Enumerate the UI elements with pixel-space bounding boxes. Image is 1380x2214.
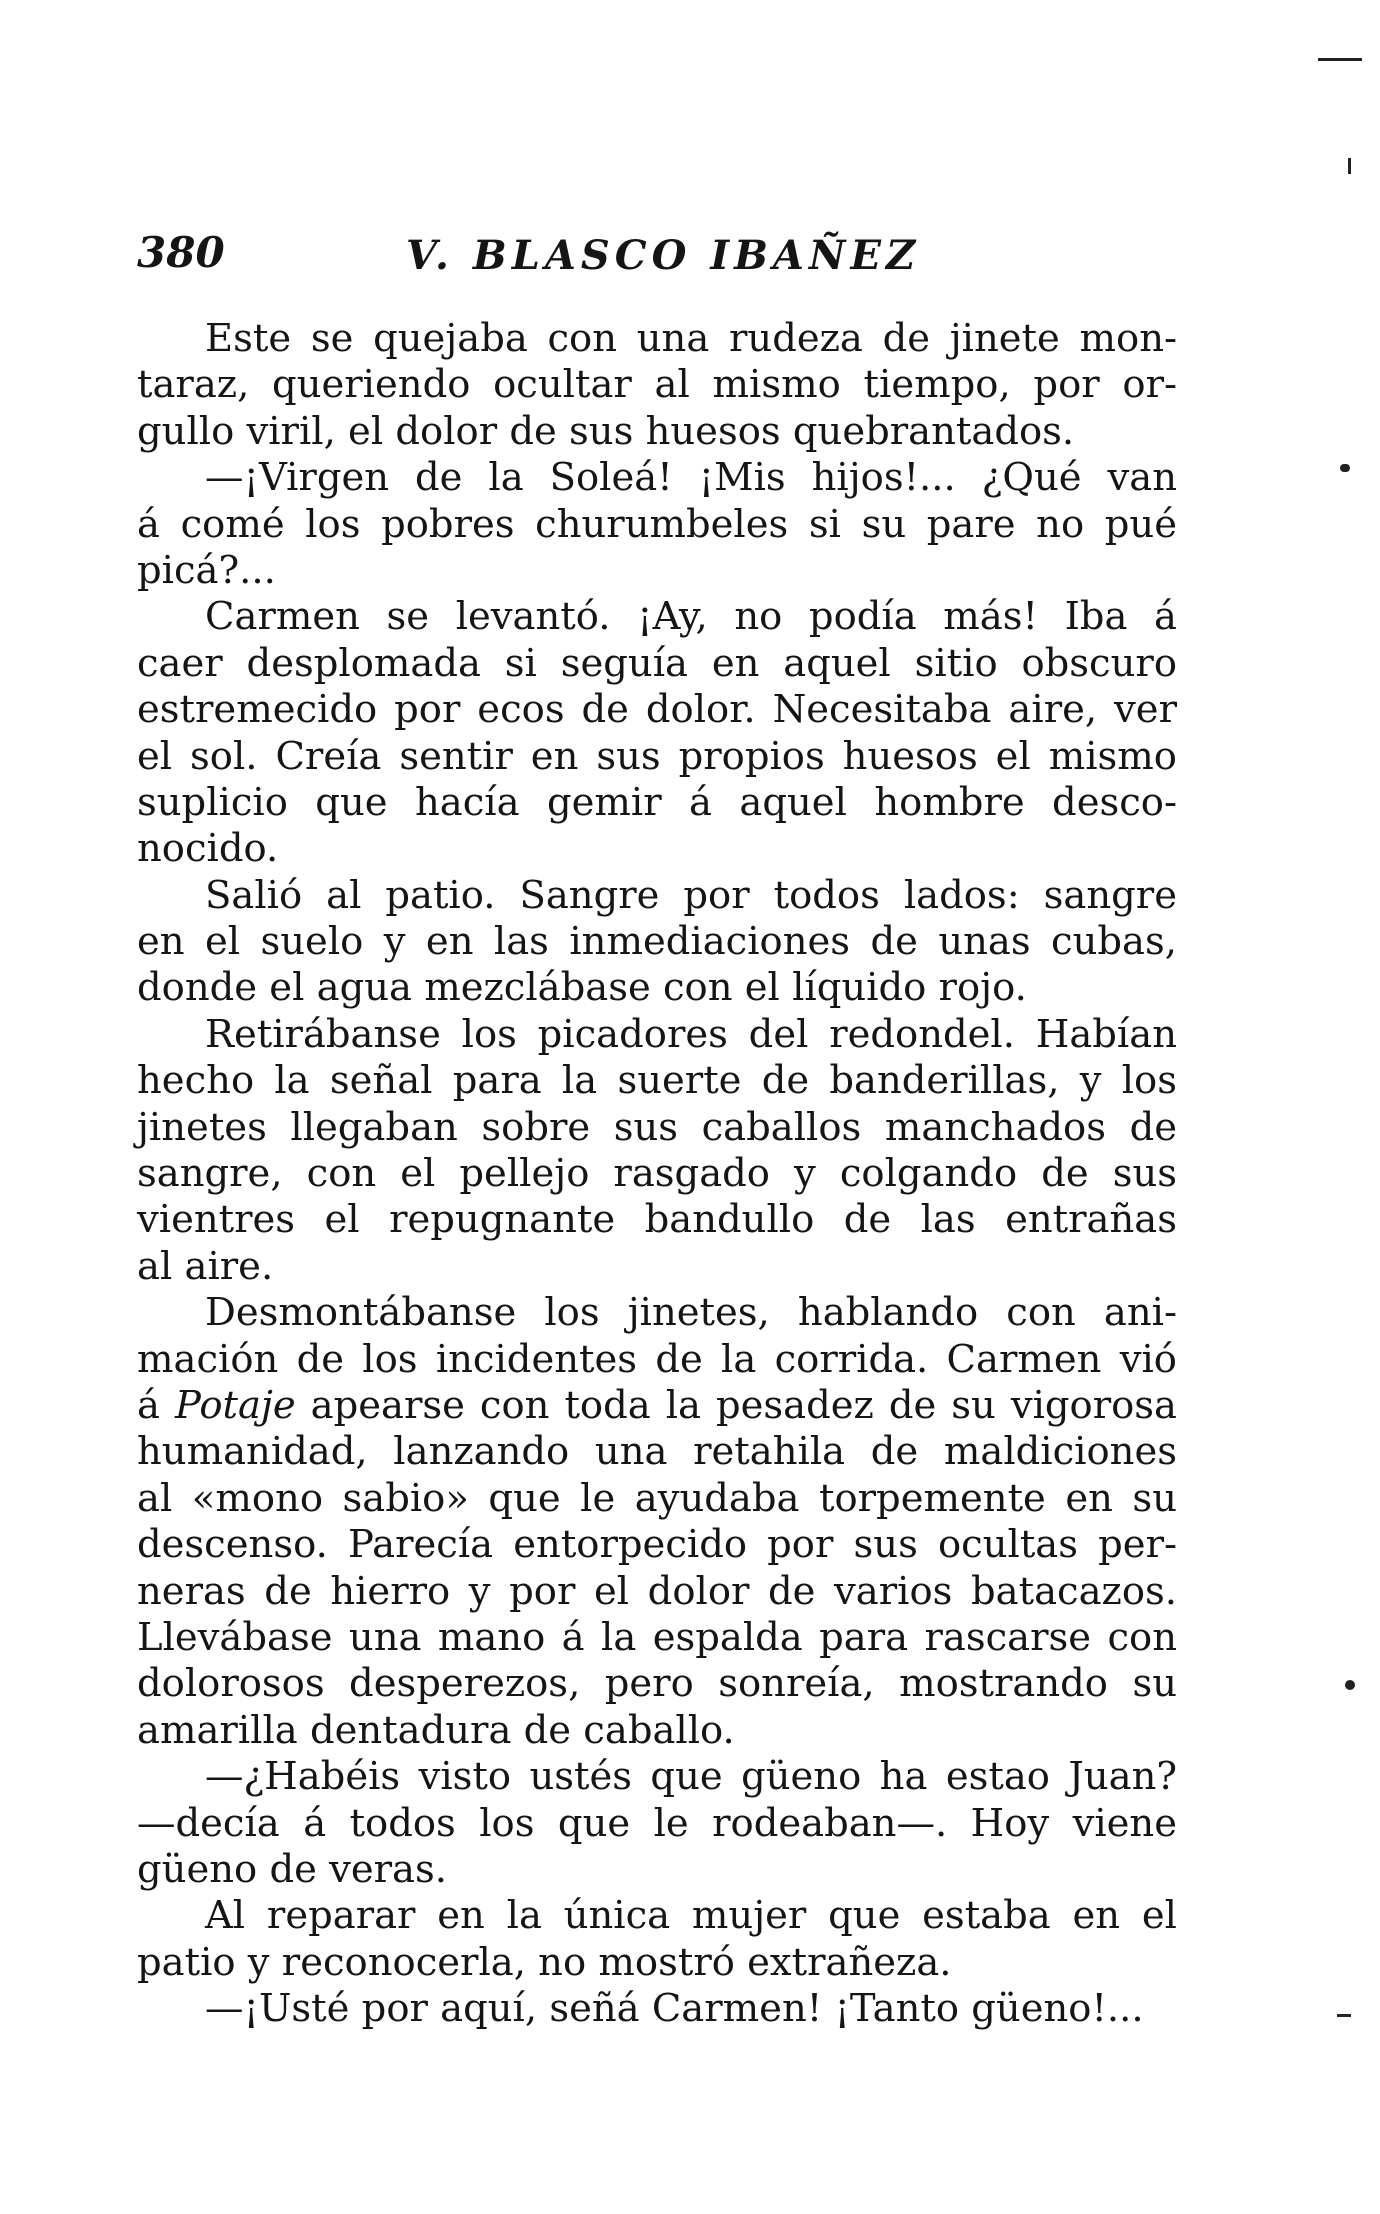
- text-line: nocido.: [137, 826, 279, 872]
- text-line: Retirábanse los picadores del redondel. Habían: [205, 1011, 1177, 1057]
- text-fragment: apearse con toda la pesadez de su vigorosa: [295, 1382, 1177, 1428]
- text-line: Salió al patio. Sangre por todos lados: sangre: [205, 872, 1177, 918]
- text-line: en el suelo y en las inmediaciones de unas cubas,: [137, 919, 1177, 965]
- text-line: picá?...: [137, 547, 276, 593]
- text-line: hecho la señal para la suerte de banderillas, y los: [137, 1058, 1177, 1104]
- text-line: taraz, queriendo ocultar al mismo tiempo, por or-: [137, 362, 1177, 408]
- text-line: Llevábase una mano á la espalda para rascarse con: [137, 1614, 1177, 1660]
- text-line-with-italic: [137, 1383, 1177, 1429]
- text-line: á comé los pobres churumbeles si su pare no pué: [137, 501, 1177, 547]
- text-line: Desmontábanse los jinetes, hablando con ani-: [205, 1290, 1177, 1336]
- text-line: descenso. Parecía entorpecido por sus ocultas per-: [137, 1522, 1177, 1568]
- body-text: [137, 316, 1177, 2032]
- text-line: sangre, con el pellejo rasgado y colgando de sus: [137, 1151, 1177, 1197]
- text-line: —¡Usté por aquí, señá Carmen! ¡Tanto güeno!...: [205, 1986, 1144, 2032]
- scan-mark-right: [1348, 158, 1351, 174]
- text-line: gullo viril, el dolor de sus huesos quebrantados.: [137, 408, 1075, 454]
- text-line: caer desplomada si seguía en aquel sitio obscuro: [137, 640, 1177, 686]
- text-line: vientres el repugnante bandullo de las entrañas: [137, 1197, 1177, 1243]
- text-line: estremecido por ecos de dolor. Necesitaba aire, ver: [137, 687, 1177, 733]
- text-line: amarilla dentadura de caballo.: [137, 1707, 735, 1753]
- text-line: humanidad, lanzando una retahila de maldiciones: [137, 1429, 1177, 1475]
- scan-mark-right-2: [1340, 464, 1350, 472]
- text-line: mación de los incidentes de la corrida. Carmen vió: [137, 1336, 1177, 1382]
- italic-name-potaje: Potaje: [174, 1382, 296, 1428]
- text-line: jinetes llegaban sobre sus caballos manchados de: [137, 1104, 1177, 1150]
- text-line: al «mono sabio» que le ayudaba torpemente en su: [137, 1475, 1177, 1521]
- text-line: —¿Habéis visto ustés que güeno ha estao Juan?: [205, 1754, 1177, 1800]
- text-line: Al reparar en la única mujer que estaba en el: [205, 1893, 1177, 1939]
- text-line: neras de hierro y por el dolor de varios batacazos.: [137, 1568, 1177, 1614]
- scan-mark-top: [1318, 58, 1362, 61]
- text-line: suplicio que hacía gemir á aquel hombre desco-: [137, 779, 1177, 825]
- text-line: dolorosos desperezos, pero sonreía, mostrando su: [137, 1661, 1177, 1707]
- text-line: güeno de veras.: [137, 1846, 447, 1892]
- text-line: donde el agua mezclábase con el líquido rojo.: [137, 965, 1027, 1011]
- text-line: —decía á todos los que le rodeaban—. Hoy viene: [137, 1800, 1177, 1846]
- running-head: V. BLASCO IBAÑEZ: [406, 232, 921, 279]
- text-line: patio y reconocerla, no mostró extrañeza.: [137, 1939, 952, 1985]
- text-line: Este se quejaba con una rudeza de jinete mon-: [205, 316, 1177, 361]
- text-line: Carmen se levantó. ¡Ay, no podía más! Iba á: [205, 594, 1177, 640]
- scan-mark-right-3: [1345, 1680, 1355, 1690]
- text-line: al aire.: [137, 1243, 274, 1289]
- text-line: —¡Virgen de la Soleá! ¡Mis hijos!... ¿Qué van: [205, 455, 1177, 501]
- scan-mark-right-4: [1337, 2014, 1351, 2017]
- text-line: el sol. Creía sentir en sus propios huesos el mismo: [137, 733, 1177, 779]
- text-fragment: á: [137, 1382, 175, 1428]
- page-number: 380: [137, 228, 225, 277]
